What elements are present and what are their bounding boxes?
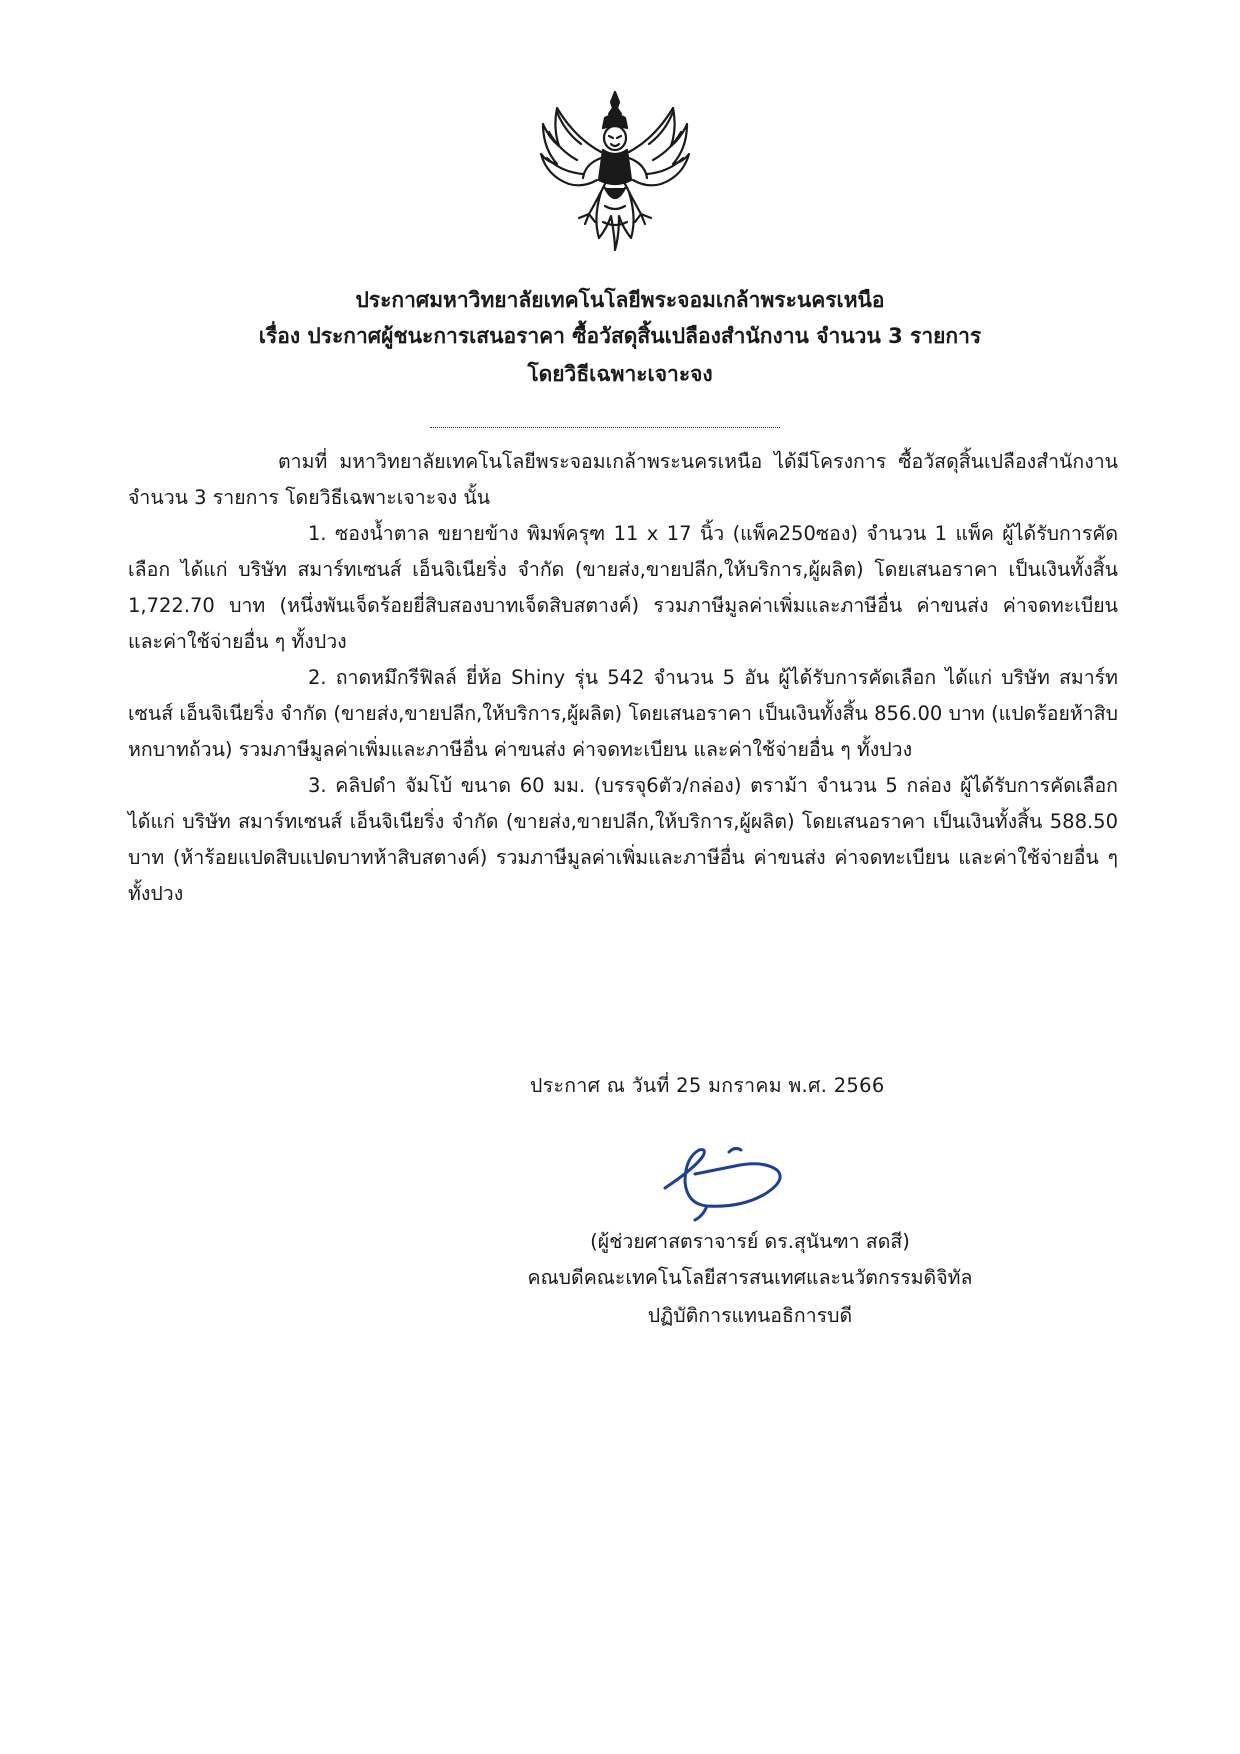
handwritten-signature-icon bbox=[655, 1140, 805, 1222]
signer-position: คณบดีคณะเทคโนโลยีสารสนเทศและนวัตกรรมดิจิทัล bbox=[527, 1266, 973, 1289]
item-paragraph-1: 1. ซองน้ำตาล ขยายข้าง พิมพ์ครุฑ 11 x 17 นิ้ว (แพ็ค250ซอง) จำนวน 1 แพ็ค ผู้ได้รับการคัดเลือก ได้แก่ บริษัท สมาร์ทเซนส์ เอ็นจิเนียริ่ง จำกัด (ขายส่ง,ขายปลีก,ให้บริการ,ผู้ผลิต) โดยเสนอราคา เป็นเงินทั้งสิ้น 1,722.70 บาท (หนึ่งพันเจ็ดร้อยยี่สิบสองบาทเจ็ดสิบสตางค์) รวมภาษีมูลค่าเพิ่มและภาษีอื่น ค่าขนส่ง ค่าจดทะเบียน และค่าใช้จ่ายอื่น ๆ ทั้งปวง bbox=[128, 522, 1118, 653]
announcement-title: ประกาศมหาวิทยาลัยเทคโนโลยีพระจอมเกล้าพระนครเหนือ bbox=[355, 288, 885, 312]
announcement-subject: เรื่อง ประกาศผู้ชนะการเสนอราคา ซื้อวัสดุสิ้นเปลืองสำนักงาน จำนวน 3 รายการ bbox=[258, 324, 982, 348]
item-paragraph-2: 2. ถาดหมึกรีฟิลล์ ยี่ห้อ Shiny รุ่น 542 จำนวน 5 อัน ผู้ได้รับการคัดเลือก ได้แก่ บริษัท สมาร์ทเซนส์ เอ็นจิเนียริ่ง จำกัด (ขายส่ง,ขายปลีก,ให้บริการ,ผู้ผลิต) โดยเสนอราคา เป็นเงินทั้งสิ้น 856.00 บาท (แปดร้อยห้าสิบหกบาทถ้วน) รวมภาษีมูลค่าเพิ่มและภาษีอื่น ค่าขนส่ง ค่าจดทะเบียน และค่าใช้จ่ายอื่น ๆ ทั้งปวง bbox=[128, 666, 1118, 761]
signer-name: (ผู้ช่วยศาสตราจารย์ ดร.สุนันฑา สดสี) bbox=[590, 1230, 910, 1253]
garuda-emblem-icon bbox=[535, 88, 695, 256]
announcement-date: ประกาศ ณ วันที่ 25 มกราคม พ.ศ. 2566 bbox=[530, 1074, 885, 1097]
announcement-body bbox=[128, 444, 1118, 912]
item-paragraph-3: 3. คลิปดำ จัมโบ้ ขนาด 60 มม. (บรรจุ6ตัว/กล่อง) ตราม้า จำนวน 5 กล่อง ผู้ได้รับการคัดเลือก ได้แก่ บริษัท สมาร์ทเซนส์ เอ็นจิเนียริ่ง จำกัด (ขายส่ง,ขายปลีก,ให้บริการ,ผู้ผลิต) โดยเสนอราคา เป็นเงินทั้งสิ้น 588.50 บาท (ห้าร้อยแปดสิบแปดบาทห้าสิบสตางค์) รวมภาษีมูลค่าเพิ่มและภาษีอื่น ค่าขนส่ง ค่าจดทะเบียน และค่าใช้จ่ายอื่น ๆ ทั้งปวง bbox=[128, 774, 1118, 905]
header-divider bbox=[430, 427, 780, 428]
procurement-method: โดยวิธีเฉพาะเจาะจง bbox=[527, 362, 713, 386]
intro-paragraph: ตามที่ มหาวิทยาลัยเทคโนโลยีพระจอมเกล้าพระนครเหนือ ได้มีโครงการ ซื้อวัสดุสิ้นเปลืองสำนักงาน จำนวน 3 รายการ โดยวิธีเฉพาะเจาะจง นั้น bbox=[128, 450, 1118, 509]
signer-acting-role: ปฏิบัติการแทนอธิการบดี bbox=[647, 1304, 853, 1327]
